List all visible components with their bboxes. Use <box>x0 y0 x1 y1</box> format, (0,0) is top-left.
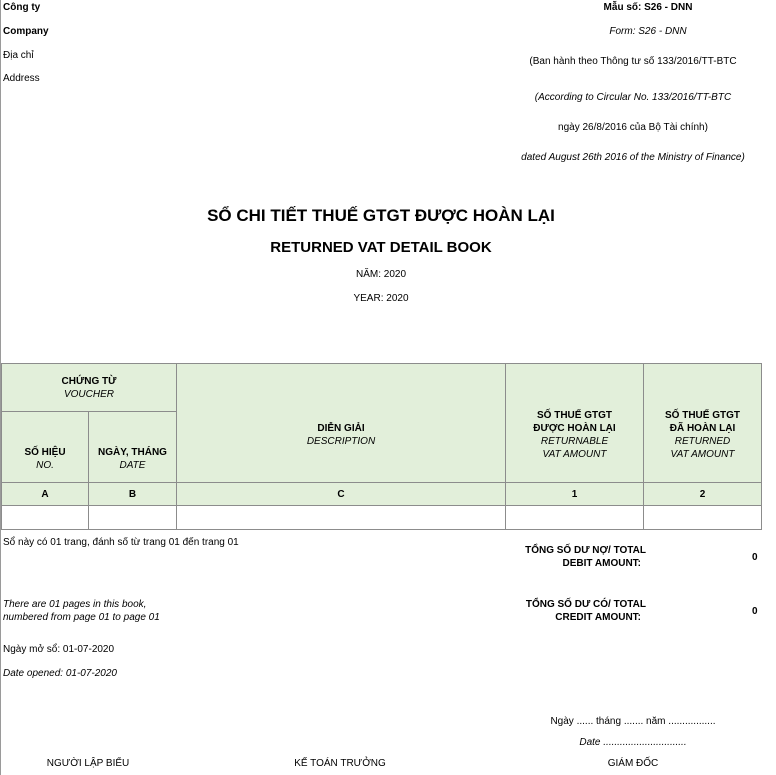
form-number-en: Form: S26 - DNN <box>609 26 687 37</box>
issued-by-vi: (Ban hành theo Thông tư số 133/2016/TT-BTC <box>529 56 737 67</box>
voucher-date-header <box>89 412 177 483</box>
voucher-header <box>2 364 177 412</box>
returnable-vat-header-vi-2: ĐƯỢC HOÀN LẠI <box>533 423 616 434</box>
returned-vat-header-vi-1: SỐ THUẾ GTGT <box>665 410 740 421</box>
column-code-1: 1 <box>506 483 644 506</box>
table-cell <box>89 506 177 530</box>
page-count-note-en-2: numbered from page 01 to page 01 <box>3 612 160 623</box>
date-opened-vi: Ngày mở sổ: 01-07-2020 <box>3 644 115 655</box>
year-label-vi: NĂM: 2020 <box>355 269 407 280</box>
page-count-note-vi: Sổ này có 01 trang, đánh số từ trang 01 đến trang 01 <box>3 537 239 548</box>
signature-date-vi: Ngày ...... tháng ....... năm ................. <box>550 716 716 727</box>
voucher-no-header-vi: SỐ HIỆU <box>24 447 66 458</box>
table-cell <box>2 506 89 530</box>
column-code-2: 2 <box>644 483 762 506</box>
table-cell <box>644 506 762 530</box>
returned-vat-header-vi-2: ĐÃ HOÀN LẠI <box>669 423 736 434</box>
returned-vat-header <box>644 364 762 483</box>
voucher-date-header-vi: NGÀY, THÁNG <box>98 447 167 458</box>
returnable-vat-header-en-1: RETURNABLE <box>540 436 609 447</box>
address-label-vi: Địa chỉ <box>3 50 34 61</box>
book-title-vi: SỔ CHI TIẾT THUẾ GTGT ĐƯỢC HOÀN LẠI <box>207 206 555 225</box>
total-credit-label-1: TỔNG SỐ DƯ CÓ/ TOTAL <box>525 599 646 610</box>
issued-by-en: (According to Circular No. 133/2016/TT-BTC <box>534 92 732 103</box>
voucher-no-header-en: NO. <box>36 460 54 471</box>
returnable-vat-header-vi-1: SỐ THUẾ GTGT <box>537 410 612 421</box>
total-debit-label-2: DEBIT AMOUNT: <box>562 558 641 569</box>
voucher-no-header <box>2 412 89 483</box>
form-number-vi: Mẫu số: S26 - DNN <box>603 2 693 13</box>
issued-date-en: dated August 26th 2016 of the Ministry of Finance) <box>521 152 745 163</box>
returnable-vat-header <box>506 364 644 483</box>
description-header-en: DESCRIPTION <box>306 436 376 447</box>
voucher-header-vi: CHỨNG TỪ <box>61 375 117 387</box>
column-code-b: B <box>89 483 177 506</box>
voucher-date-header-en: DATE <box>119 460 146 471</box>
date-opened-en: Date opened: 01-07-2020 <box>3 668 117 679</box>
year-label-en: YEAR: 2020 <box>353 293 409 304</box>
column-code-a: A <box>2 483 89 506</box>
address-label-en: Address <box>3 73 40 84</box>
chief-accountant-label: KẾ TOÁN TRƯỞNG <box>294 758 386 769</box>
description-header <box>177 364 506 483</box>
book-title-en: RETURNED VAT DETAIL BOOK <box>270 239 492 256</box>
table-cell <box>506 506 644 530</box>
total-debit-label-1: TỔNG SỐ DƯ NỢ/ TOTAL <box>525 545 646 556</box>
total-credit-label-2: CREDIT AMOUNT: <box>555 612 641 623</box>
returnable-vat-header-en-2: VAT AMOUNT <box>542 449 607 460</box>
total-debit-value: 0 <box>752 552 758 563</box>
column-code-c: C <box>177 483 506 506</box>
voucher-header-en: VOUCHER <box>63 388 114 400</box>
company-label-en: Company <box>3 26 49 37</box>
vat-detail-table <box>1 363 762 530</box>
page-count-note-en-1: There are 01 pages in this book, <box>3 599 147 610</box>
company-label-vi: Công ty <box>3 2 41 13</box>
returned-vat-header-en-2: VAT AMOUNT <box>670 449 735 460</box>
table-row <box>2 506 762 530</box>
issued-date-vi: ngày 26/8/2016 của Bộ Tài chính) <box>558 122 708 133</box>
director-label: GIÁM ĐỐC <box>607 758 659 769</box>
preparer-label: NGƯỜI LẬP BIỂU <box>46 758 130 769</box>
returned-vat-header-en-1: RETURNED <box>674 436 731 447</box>
description-header-vi: DIỄN GIẢI <box>317 423 365 434</box>
table-cell <box>177 506 506 530</box>
signature-date-en: Date .............................. <box>579 737 687 748</box>
total-credit-value: 0 <box>752 606 758 617</box>
